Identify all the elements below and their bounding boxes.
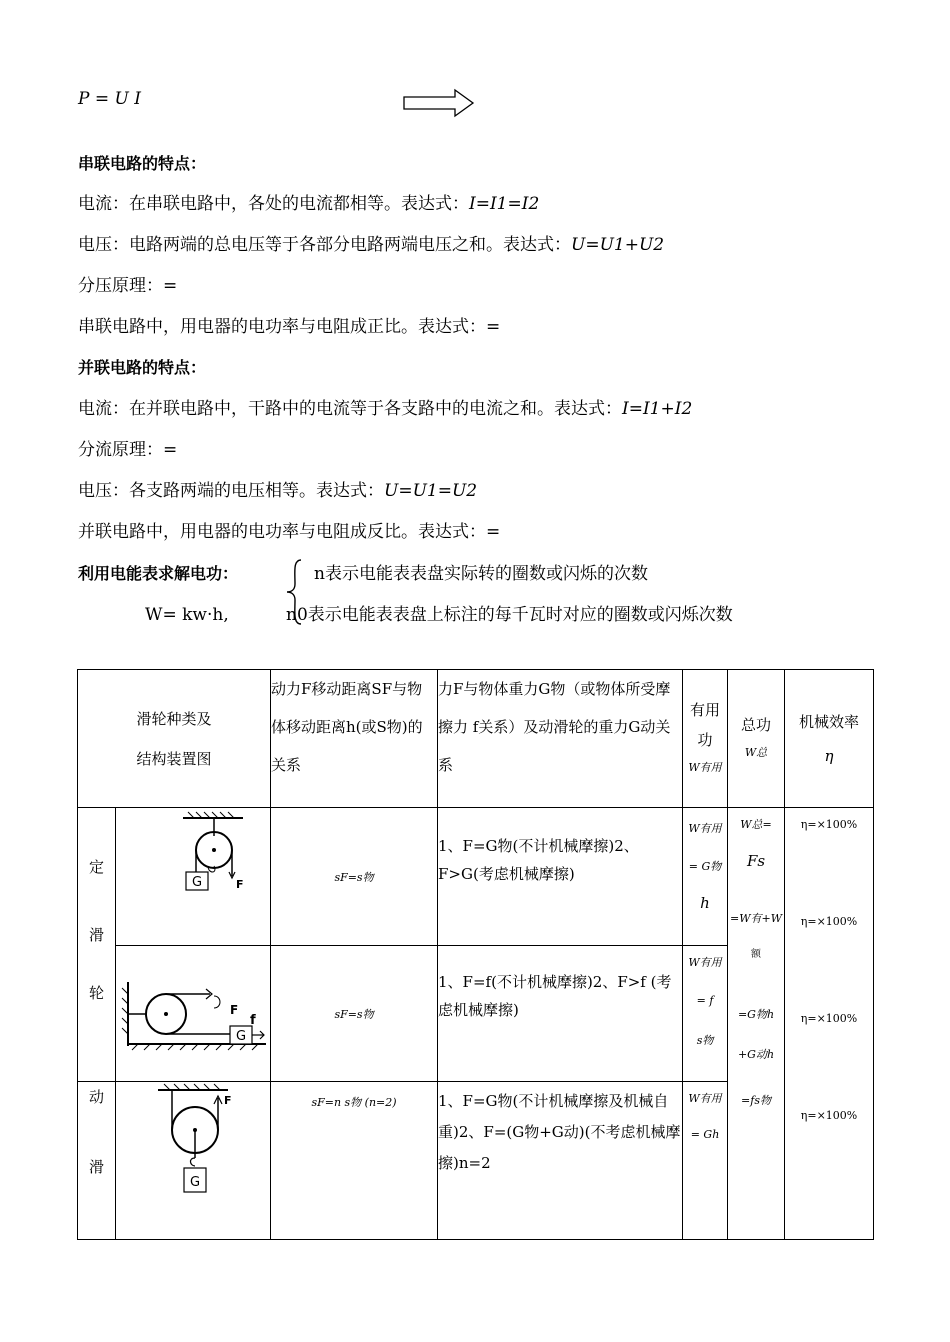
- parallel-voltage-text: 电压：各支路两端的电压相等。表达式：: [78, 481, 384, 501]
- fixed-label-1: 定: [88, 858, 104, 876]
- horizontal-friction-label: f: [250, 1012, 256, 1028]
- row2-useful-2: = f: [696, 994, 714, 1007]
- right-arrow-icon: [403, 88, 475, 118]
- series-heading: 串联电路的特点：: [78, 154, 207, 173]
- fixed-pulley-diagram: [138, 808, 248, 908]
- meter-heading: 利用电能表求解电功：: [78, 564, 239, 583]
- horizontal-pulley-diagram: [118, 974, 268, 1054]
- row1-useful-1: W有用: [688, 822, 722, 835]
- header-pulley-type: [78, 670, 271, 808]
- header-col6-sym: η: [824, 746, 834, 765]
- total-work-2: Fs: [746, 852, 766, 870]
- row3-useful-1: W有用: [688, 1092, 722, 1105]
- moving-pulley-label: [78, 1082, 116, 1240]
- row1-useful-2: = G物: [688, 860, 722, 873]
- parallel-current: [78, 398, 692, 420]
- row2-force: 1、F=f(不计机械摩擦)2、F>f (考虑机械摩擦): [438, 946, 683, 1082]
- moving-label-1: 动: [88, 1088, 104, 1106]
- parallel-voltage: [78, 480, 477, 502]
- total-work-5: =G物h: [737, 1008, 775, 1021]
- series-voltage-text: 电压：电路两端的总电压等于各部分电路两端电压之和。表达式：: [78, 235, 571, 255]
- header-col4-line1: 有用: [690, 700, 721, 719]
- series-power: 串联电路中，用电器的电功率与电阻成正比。表达式：=: [78, 317, 501, 337]
- table-header-row: [78, 670, 874, 808]
- row3-useful-2: = Gh: [690, 1128, 720, 1141]
- header-distance: 动力F移动距离SF与物体移动距离h(或S物)的关系: [271, 670, 438, 808]
- parallel-divider: 分流原理：=: [78, 440, 178, 460]
- total-work-1: W总=: [740, 818, 772, 831]
- fixed-label-2: 滑: [88, 926, 104, 944]
- moving-label-2: 滑: [88, 1158, 104, 1176]
- header-efficiency: [785, 670, 874, 808]
- series-current: [78, 193, 539, 215]
- series-voltage-expr: U=U1+U2: [571, 235, 665, 255]
- parallel-current-text: 电流：在并联电路中，干路中的电流等于各支路中的电流之和。表达式：: [78, 399, 622, 419]
- total-work-6: +G动h: [737, 1048, 775, 1061]
- parallel-voltage-expr: U=U1=U2: [384, 481, 478, 501]
- row2-useful-1: W有用: [688, 956, 722, 969]
- fixed-pulley-diagram-cell: [116, 808, 271, 946]
- row3-force: 1、F=G物(不计机械摩擦及机械自重)2、F=(G物+G动)(不考虑机械摩擦)n=2: [438, 1082, 683, 1240]
- total-work-cell: [728, 808, 785, 1240]
- header-col4-sym: W有用: [688, 760, 722, 774]
- row2-useful: [683, 946, 728, 1082]
- total-work-7: =fs物: [741, 1094, 771, 1107]
- meter-line2-text: 表示电能表表盘上标注的每千瓦时对应的圈数或闪烁次数: [307, 605, 733, 625]
- row3-relation-text: sF=n s物 (n=2): [311, 1096, 397, 1109]
- total-work-4: 额: [751, 949, 762, 960]
- horizontal-f-label: F: [230, 1002, 239, 1017]
- row1-useful: [683, 808, 728, 946]
- meter-line2: [286, 604, 733, 626]
- meter-formula: W= kw·h,: [145, 605, 229, 625]
- fixed-g-label: G: [191, 875, 203, 890]
- series-voltage: [78, 234, 664, 256]
- efficiency-2: η=×100%: [800, 915, 858, 928]
- moving-pulley-diagram: [138, 1082, 248, 1202]
- parallel-current-expr: I=I1+I2: [622, 399, 693, 419]
- header-col4-line2: 功: [697, 730, 713, 749]
- header-col1-line2: 结构装置图: [136, 749, 212, 768]
- row2-relation-text: sF=s物: [334, 1007, 374, 1021]
- efficiency-cell: [785, 808, 874, 1240]
- row1-force: 1、F=G物(不计机械摩擦)2、F>G(考虑机械摩擦): [438, 808, 683, 946]
- moving-pulley-diagram-cell: [116, 1082, 271, 1240]
- parallel-heading: 并联电路的特点：: [78, 358, 207, 377]
- efficiency-4: η=×100%: [800, 1109, 858, 1122]
- header-total-work: [728, 670, 785, 808]
- row3-useful: [683, 1082, 728, 1240]
- row2-useful-3: s物: [696, 1034, 714, 1047]
- efficiency-1: η=×100%: [800, 818, 858, 831]
- row1-relation: [271, 808, 438, 946]
- total-work-3: =W有+W: [729, 912, 783, 925]
- fixed-f-label: F: [236, 878, 244, 891]
- horizontal-pulley-diagram-cell: [116, 946, 271, 1082]
- row1-relation-text: sF=s物: [334, 870, 374, 884]
- header-col6-line1: 机械效率: [799, 712, 860, 731]
- header-force: 力F与物体重力G物（或物体所受摩擦力 f关系）及动滑轮的重力G动关系: [438, 670, 683, 808]
- parallel-power: 并联电路中，用电器的电功率与电阻成反比。表达式：=: [78, 522, 501, 542]
- series-divider: 分压原理：=: [78, 276, 178, 296]
- meter-n0: n0: [286, 605, 308, 625]
- table-row: [78, 808, 874, 946]
- row1-useful-3: h: [700, 894, 710, 912]
- row3-relation: [271, 1082, 438, 1240]
- series-current-expr: I=I1=I2: [469, 194, 540, 214]
- meter-line1: n表示电能表表盘实际转的圈数或闪烁的次数: [314, 564, 648, 584]
- efficiency-3: η=×100%: [800, 1012, 858, 1025]
- pulley-table: [77, 669, 874, 1240]
- power-formula: P = U I: [78, 89, 141, 109]
- moving-f-label: F: [224, 1094, 232, 1107]
- fixed-label-3: 轮: [88, 984, 104, 1002]
- row2-relation: [271, 946, 438, 1082]
- header-useful-work: [683, 670, 728, 808]
- header-col5-line1: 总功: [741, 715, 772, 734]
- moving-g-label: G: [189, 1175, 201, 1190]
- header-col1-line1: 滑轮种类及: [136, 709, 212, 728]
- series-current-text: 电流：在串联电路中，各处的电流都相等。表达式：: [78, 194, 469, 214]
- fixed-pulley-label: [78, 808, 116, 1082]
- horizontal-g-label: G: [235, 1028, 247, 1044]
- header-col5-sym: W总: [744, 745, 768, 759]
